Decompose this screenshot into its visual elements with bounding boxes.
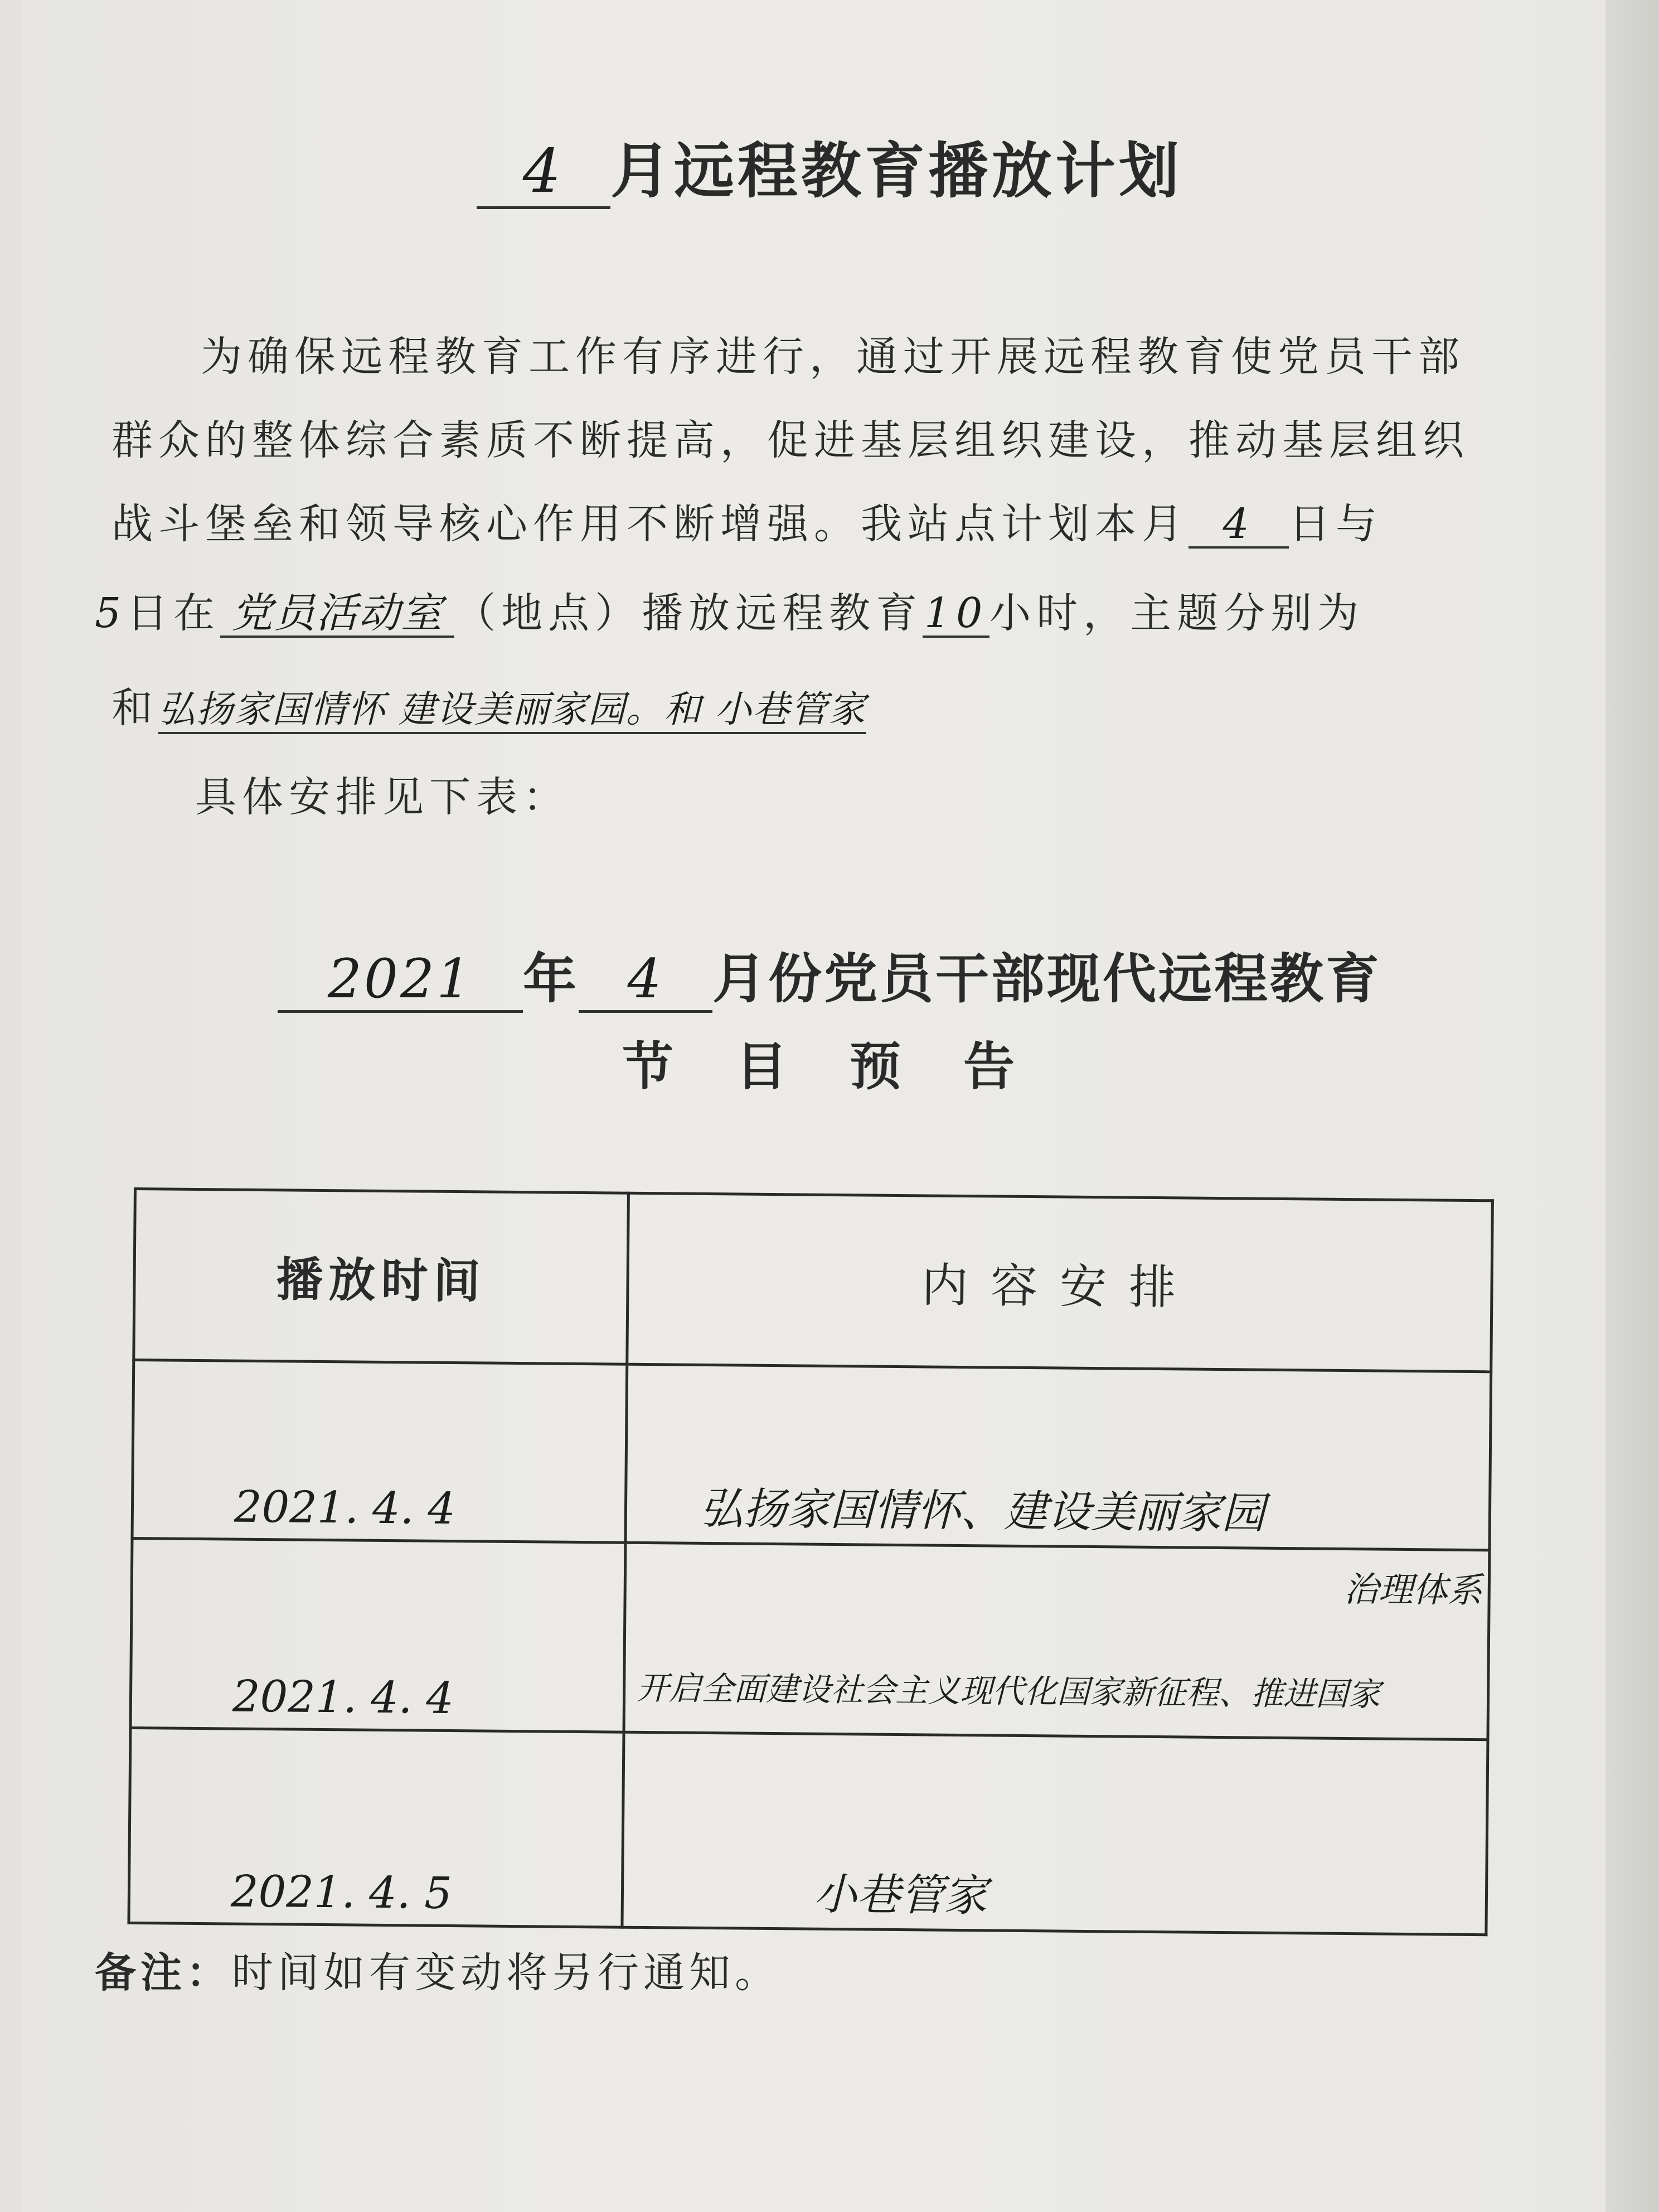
row-date: 2021. 4. 4 (130, 1538, 625, 1732)
intro-line-3-a: 战斗堡垒和领导核心作用不断增强。我站点计划本月 (111, 500, 1189, 548)
title-text: 月远程教育播放计划 (610, 137, 1182, 206)
row-content-extra: 治理体系 (1343, 1568, 1483, 1611)
schedule-month-blank: 4 (579, 948, 712, 1013)
table-row (129, 1728, 1488, 1934)
plan-title (0, 123, 1659, 209)
schedule-title-rest: 月份党员干部现代远程教育 (712, 948, 1381, 1010)
table-header-row (134, 1189, 1493, 1372)
intro-line-4-a: 日在 (127, 589, 221, 637)
row-content (624, 1542, 1490, 1740)
row-date: 2021. 4. 5 (129, 1728, 624, 1927)
schedule-year-label: 年 (523, 948, 579, 1010)
intro-line-6: 具体安排见下表： (195, 773, 570, 821)
intro-line-1: 为确保远程教育工作有序进行，通过开展远程教育使党员干部 (201, 333, 1465, 381)
intro-line-5 (111, 686, 1494, 734)
day2-handwritten: 5 (95, 589, 127, 637)
remark (95, 1940, 780, 1999)
intro-line-3-b: 日与 (1289, 500, 1382, 548)
day1-blank: 4 (1189, 502, 1289, 549)
intro-line-4 (95, 591, 1477, 638)
row-content-main: 开启全面建设社会主义现代化国家新征程、推进国家 (636, 1668, 1381, 1714)
intro-line-3 (111, 502, 1494, 549)
row-content: 弘扬家国情怀、建设美丽家园 (625, 1364, 1491, 1550)
schedule-title (0, 937, 1659, 1013)
location-blank: 党员活动室 (220, 591, 454, 638)
table-row (132, 1360, 1491, 1550)
remark-label: 备注： (95, 1949, 232, 1997)
title-month-blank: 4 (477, 137, 610, 209)
header-content: 内容安排 (627, 1193, 1493, 1372)
header-time: 播放时间 (134, 1189, 629, 1365)
intro-line-5-a: 和 (111, 684, 158, 732)
intro-line-4-c: 小时，主题分别为 (989, 589, 1365, 637)
row-content: 小巷管家 (622, 1732, 1488, 1935)
row-date: 2021. 4. 4 (132, 1360, 627, 1543)
page-edge (1605, 0, 1659, 2212)
themes-blank: 弘扬家国情怀 建设美丽家园。和 小巷管家 (158, 687, 866, 734)
schedule-subtitle: 节 目 预 告 (622, 1037, 1037, 1097)
table-row (130, 1538, 1490, 1739)
intro-line-2: 群众的整体综合素质不断提高，促进基层组织建设，推动基层组织 (111, 416, 1469, 464)
schedule-year-blank: 2021 (278, 948, 523, 1013)
schedule-table (127, 1187, 1493, 1936)
intro-line-4-b: （地点）播放远程教育 (454, 589, 923, 637)
hours-blank: 10 (923, 591, 989, 638)
remark-text: 时间如有变动将另行通知。 (232, 1949, 780, 1997)
